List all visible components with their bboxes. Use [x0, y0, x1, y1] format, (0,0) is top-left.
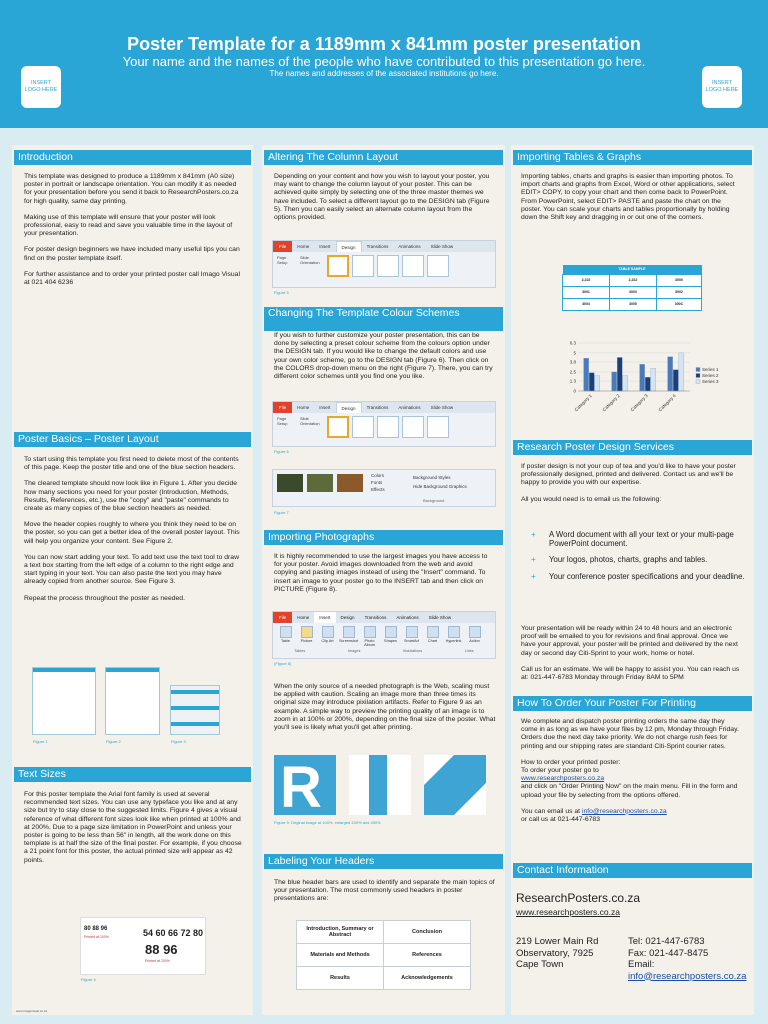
- insert-item-icon: [301, 626, 313, 638]
- insert-ribbon-figure-8: [272, 611, 496, 659]
- text-sizes-paragraph: For this poster template the Arial font family is used at several recommended text sizes. You can use any typeface you like and at any size but try to stay close to the suggested limits. Figure 4 gives a visual reference of what different font sizes look like when printed at 100% and at 200%. Due to a page size limitation in PowerPoint and unless your poster is going to be less than 56" in length, all the work done on this template is at half the size of the final poster. For example, if you choose a 21 point font for this poster, the actual printed size will appear as 42 points.: [24, 791, 242, 864]
- theme-swatch-2: [307, 474, 333, 492]
- theme-thumb-4: [402, 255, 424, 277]
- chart-bar: [589, 373, 594, 391]
- chart-bar: [595, 376, 600, 391]
- menu-background-styles[interactable]: Background Styles: [413, 475, 451, 480]
- chart-bar: [645, 377, 650, 391]
- colors-menu-list: [371, 472, 385, 493]
- labels-paragraph: The blue header bars are used to identify and separate the main topics of your presentation. The most commonly used headers in poster presentations are:: [274, 879, 495, 903]
- contact-address-line-1: 219 Lower Main Rd: [516, 936, 599, 947]
- insert-group-label: Links: [464, 649, 474, 653]
- insert-ribbon-tabs: [273, 612, 495, 623]
- ribbon2-tab-file: File: [273, 402, 292, 413]
- printing-paragraph-1: We complete and dispatch poster printing orders the same day they come in as long as we have your files by 12 pm, Monday through Friday. Orders due the next day take priority. We do not charge rush fees for printing and our shipping rates are standard Citi-Sprint courier rates.: [521, 718, 739, 750]
- font-sample-a: 80 88 96: [84, 926, 108, 932]
- basics-paragraph-4: You can now start adding your text. To add text use the text tool to draw a text box starting from the left edge of a column to the right edge and start typing in your text. You can also paste the text you may have already copied from another source. See Figure 3.: [24, 553, 239, 586]
- section-header-labeling-headers: Labeling Your Headers: [264, 854, 503, 869]
- insert-item-icon: [385, 626, 397, 638]
- ribbon-body: [273, 252, 495, 280]
- insert-item-table[interactable]: [276, 626, 295, 647]
- table-cell: 300C: [656, 298, 701, 310]
- chart-y-tick-label: 6.3: [569, 341, 576, 346]
- figure-9-image-200: [349, 755, 411, 815]
- insert-item-label: Screenshot: [339, 639, 359, 643]
- section-header-design-services: Research Poster Design Services: [513, 440, 752, 455]
- insert-tab-design: Design: [340, 615, 355, 620]
- ribbon-tab-transitions: Transitions: [366, 244, 389, 249]
- insert-tab-slideshow: Slide Show: [428, 615, 452, 620]
- colours-paragraph: If you wish to further customize your poster presentation, this can be done by selecting a preset colour scheme from the colours option under the DESIGN tab. If you would like to change the default colors and use your own color scheme, go to the DESIGN tab (Figure 6). Then click on the COLORS drop-down menu on the right (Figure 7). There, you can try different color schemes until you find one you like.: [274, 332, 493, 381]
- chart-x-tick-label: Category 1: [573, 393, 593, 413]
- footer-url: www.imagovisual.co.za: [16, 1009, 48, 1013]
- poster-institutions: The names and addresses of the associated institutions go here.: [269, 69, 499, 78]
- insert-item-label: Table: [280, 639, 291, 643]
- printing-email-text: You can email us at: [521, 807, 581, 815]
- insert-item-label: Picture: [300, 639, 313, 643]
- table-cell: 3004: [563, 298, 610, 310]
- insert-ribbon-groups: [273, 647, 495, 653]
- ribbon-tab-insert: Insert: [319, 244, 331, 249]
- theme2-thumb-5: [427, 416, 449, 438]
- intro-paragraph-3: For poster design beginners we have included many useful tips you can find on the poster template itself.: [24, 246, 240, 262]
- ribbon2-tab-slideshow: Slide Show: [430, 405, 454, 410]
- table-cell: 2,222: [609, 274, 656, 286]
- section-header-importing-photos: Importing Photographs: [264, 530, 503, 545]
- figure-2-thumbnail: [105, 667, 160, 735]
- logo-placeholder-left: INSERT LOGO HERE: [21, 66, 61, 108]
- chart-bar: [612, 372, 617, 391]
- table-cell: 3001: [563, 286, 610, 298]
- intro-paragraph-2: Making use of this template will ensure that your poster will look professional, easy to read and save you valuable time in the layout of your presentation.: [24, 213, 233, 238]
- ribbon-tab-design: Design: [336, 241, 362, 252]
- insert-item-photo-album[interactable]: [360, 626, 379, 647]
- insert-tab-animations: Animations: [396, 615, 419, 620]
- contact-website-link[interactable]: www.researchposters.co.za: [516, 907, 620, 917]
- table-cell: 3000: [656, 274, 701, 286]
- ribbon-tabs: [273, 241, 495, 252]
- poster-authors: Your name and the names of the people who have contributed to this presentation go here.: [122, 54, 646, 69]
- label-cell: References: [384, 944, 471, 967]
- figure-6-caption: Figure 6: [274, 449, 289, 454]
- insert-item-smartart[interactable]: [402, 626, 421, 647]
- figure-3-thumbnail: [170, 685, 220, 735]
- poster-header: [0, 0, 768, 128]
- figure-1-thumbnail: [32, 667, 96, 735]
- ribbon2-body: [273, 413, 495, 441]
- page-setup-label-2: Page Setup: [277, 416, 288, 426]
- insert-item-label: Action: [469, 639, 480, 643]
- chart-legend-label: Series 1: [702, 367, 719, 372]
- slide-orientation-label: Slide Orientation: [300, 255, 320, 265]
- insert-item-icon: [406, 626, 418, 638]
- chart-bar: [617, 357, 622, 391]
- text-sizes-text: [24, 791, 244, 873]
- insert-item-label: Chart: [427, 639, 438, 643]
- section-header-colour-schemes: Changing The Template Colour Schemes: [264, 307, 503, 331]
- services-text-2: [521, 625, 743, 682]
- column-middle: [262, 145, 505, 1015]
- theme-swatch-3: [337, 474, 363, 492]
- chart-bar: [623, 376, 628, 391]
- insert-item-label: Photo Album: [364, 639, 375, 647]
- figure-5-caption: Figure 5: [274, 290, 289, 295]
- font-sample-a-note: Printed at 100%: [84, 935, 109, 939]
- chart-bar: [584, 358, 589, 391]
- label-cell: Conclusion: [384, 921, 471, 944]
- altering-text: [274, 173, 496, 230]
- contact-email-label: Email:: [628, 959, 655, 970]
- contact-phone-block: [628, 936, 752, 982]
- font-sample-c-note: Printed at 200%: [145, 959, 170, 963]
- chart-x-tick-label: Category 2: [601, 393, 621, 413]
- theme2-thumb-3: [377, 416, 399, 438]
- insert-ribbon-items: [273, 623, 495, 647]
- chart-y-tick-label: 2.5: [569, 369, 576, 375]
- services-bullet: + Your conference poster specifications and your deadline.: [525, 572, 747, 581]
- figure-3-caption: Figure 3: [171, 739, 186, 744]
- insert-item-icon: [343, 626, 355, 638]
- altering-paragraph: Depending on your content and how you wish to layout your poster, you may want to change the column layout of your poster. This can be achieved quite simply by selecting one of the three master themes we have included. To select a different layout go to the DESIGN tab (Figure 5). Then you can easily select an alternate column layout from the options provided.: [274, 173, 490, 222]
- ribbon2-tab-transitions: Transitions: [366, 405, 389, 410]
- services-bullet: + A Word document with all your text or your multi-page PowerPoint document.: [525, 530, 747, 548]
- basics-paragraph-3: Move the header copies roughly to where you think they need to be on the poster, so you can get a better idea of the overall poster layout. This will help you organize your content. See Figure 2.: [24, 521, 240, 545]
- insert-item-hyperlink[interactable]: [444, 626, 463, 647]
- column-left: [12, 145, 253, 1015]
- label-cell: Acknowledgements: [384, 967, 471, 990]
- insert-item-icon: [448, 626, 460, 638]
- figure-1-caption: Figure 1: [33, 739, 48, 744]
- menu-fonts[interactable]: Fonts: [371, 480, 383, 485]
- chart-legend-label: Series 3: [702, 379, 719, 384]
- label-cell: Materials and Methods: [297, 944, 384, 967]
- figure-9-image-100: [274, 755, 336, 815]
- theme2-thumb-1: [327, 416, 349, 438]
- figure-4-font-samples: [80, 917, 206, 975]
- insert-item-chart[interactable]: [423, 626, 442, 647]
- insert-group-label: Images: [347, 649, 361, 653]
- tables-paragraph: Importing tables, charts and graphs is easier than importing photos. To import charts and graphs from Excel, Word or other applications, select EDIT> COPY, to copy your chart and then come back to PowerPoint. From PowerPoint, select EDIT> PASTE and paste the chart on the poster. You can scale your charts and tables proportionally by holding down the Shift key and dragging in or out one of the corners.: [521, 173, 735, 222]
- font-sample-b: 54 60 66 72 80: [143, 928, 204, 938]
- contact-address: [516, 936, 598, 971]
- insert-tab-transitions: Transitions: [364, 615, 387, 620]
- services-paragraph-1: If poster design is not your cup of tea and you'd like to have your poster professionally designed, printed and delivered. Contact us and we'll be happy to provide you with our expertise.: [521, 463, 736, 487]
- insert-item-label: SmartArt: [404, 639, 419, 643]
- printing-text: [521, 718, 743, 824]
- printing-paragraph-3a: To order your poster go to: [521, 767, 599, 775]
- page-setup-label: Page Setup: [277, 255, 288, 265]
- ribbon-tabs-2: [273, 402, 495, 413]
- basics-paragraph-5: Repeat the process throughout the poster as needed.: [24, 594, 185, 602]
- insert-item-picture[interactable]: [297, 626, 316, 647]
- intro-paragraph-1: This template was designed to produce a 1189mm x 841mm (A0 size) poster in portrait or landscape orientation. You can modify it as needed for your presentation before you send it back to ResearchPosters.co.za for high quality, same day printing.: [24, 173, 239, 205]
- insert-item-label: Clip Art: [321, 639, 334, 643]
- ribbon-tab-animations: Animations: [398, 244, 421, 249]
- chart-x-tick-label: Category 4: [657, 393, 677, 413]
- chart-bar: [668, 357, 673, 391]
- section-header-order-printing: How To Order Your Poster For Printing: [513, 696, 752, 711]
- basics-paragraph-2: The cleared template should now look like in Figure 1. After you decide how many sections you need for your poster (Introduction, Methods, Results, References, etc.), use the "copy" and "paste" commands to create as many copies of the blue section headers as needed.: [24, 480, 238, 513]
- insert-item-label: Hyperlink: [445, 639, 462, 643]
- printing-paragraph-3b: and click on "Order Printing Now" on the main menu. Fill in the form and upload your file by selecting from the options offered.: [521, 783, 738, 799]
- printing-call-text: or call us at 021-447-6783: [521, 816, 600, 824]
- table-cell: 2,222: [563, 274, 610, 286]
- basics-paragraph-1: To start using this template you first need to delete most of the contents of this page. Keep the poster title and one of the blue section headers.: [24, 456, 239, 472]
- chart-bar: [673, 370, 678, 391]
- insert-group-label: Illustrations: [402, 649, 423, 653]
- photos-text-1: [274, 553, 496, 602]
- insert-item-icon: [280, 626, 292, 638]
- colors-menu-figure-7: [272, 469, 496, 507]
- contact-address-line-2: Observatory, 7925: [516, 947, 594, 959]
- chart-legend-swatch: [696, 380, 700, 384]
- insert-tab-file: File: [273, 612, 292, 623]
- table-cell: 3005: [609, 298, 656, 310]
- design-ribbon-figure-6: [272, 401, 496, 447]
- insert-item-icon: [364, 626, 376, 638]
- ribbon-tab-home: Home: [297, 244, 310, 249]
- section-header-altering-columns: Altering The Column Layout: [264, 150, 503, 165]
- theme2-thumb-4: [402, 416, 424, 438]
- theme-thumb-5: [427, 255, 449, 277]
- printing-paragraph-2: How to order your printed poster:: [521, 758, 621, 766]
- tables-text: [521, 173, 743, 230]
- chart-x-tick-label: Category 3: [629, 393, 649, 413]
- insert-item-shapes[interactable]: [381, 626, 400, 647]
- figure-8-caption: (Figure 8): [274, 661, 292, 666]
- intro-paragraph-4: For further assistance and to order your printed poster call Imago Visual at 021 404 6236: [24, 270, 240, 287]
- design-ribbon-figure-5: [272, 240, 496, 288]
- section-header-text-sizes: Text Sizes: [14, 767, 251, 782]
- ribbon-tab-slideshow: Slide Show: [430, 244, 454, 249]
- section-header-contact: Contact Information: [513, 863, 752, 878]
- photos-paragraph-1: It is highly recommended to use the largest images you have access to for your poster. Avoid images downloaded from the web and avoid copying and pasting images instead of using the "Insert" command. To insert an image to your poster go to the INSERT tab and then click on PICTURE (Figure 8).: [274, 553, 488, 593]
- table-cell: 3002: [656, 286, 701, 298]
- section-header-tables-graphs: Importing Tables & Graphs: [513, 150, 752, 165]
- menu-hide-background[interactable]: Hide Background Graphics: [413, 484, 467, 489]
- chart-bar: [640, 364, 645, 391]
- services-paragraph-3: Your presentation will be ready within 24 to 48 hours and an electronic proof will be emailed to you for revisions and final approval. Once we have your approval, your poster will be printed and delivered by the next day or second day Citi-Sprint to your work, home or hotel.: [521, 625, 738, 657]
- theme-thumb-3: [377, 255, 399, 277]
- colour-schemes-text: [274, 332, 496, 398]
- sample-table: [562, 265, 702, 311]
- chart-y-tick-label: 0: [573, 388, 576, 394]
- background-group-label: Background: [423, 498, 445, 503]
- slide-orientation-label-2: Slide Orientation: [300, 416, 320, 426]
- labels-text: [274, 879, 496, 912]
- section-header-introduction: Introduction: [14, 150, 251, 165]
- ribbon2-tab-insert: Insert: [319, 405, 331, 410]
- services-paragraph-2: All you would need is to email us the following:: [521, 495, 662, 503]
- insert-item-icon: [427, 626, 439, 638]
- contact-tel: Tel: 021-447-6783: [628, 936, 705, 947]
- menu-effects[interactable]: Effects: [371, 487, 385, 492]
- table-cell: 3003: [609, 286, 656, 298]
- insert-item-clip-art[interactable]: [318, 626, 337, 647]
- figure-4-caption: Figure 4: [81, 977, 96, 982]
- printing-email-link[interactable]: info@researchposters.co.za: [581, 807, 667, 815]
- section-header-poster-basics: Poster Basics – Poster Layout: [14, 432, 251, 447]
- contact-fax: Fax: 021-447-8475: [628, 947, 709, 959]
- insert-item-label: Shapes: [384, 639, 397, 643]
- poster-title: Poster Template for a 1189mm x 841mm poster presentation: [127, 34, 641, 54]
- figure-9-image-400: [424, 755, 486, 815]
- insert-tab-insert: Insert: [314, 612, 335, 623]
- photos-paragraph-2: When the only source of a needed photograph is the Web, scaling must be applied with caution. Scaling an image more than three times its original size may introduce pixilation artifacts. Refer to Figure 9 as an example. A simple way to preview the printing quality of an image is to zoom in at 100% or 200%, depending on the final size of the poster. What you'll see is likely what you'll get after printing.: [274, 683, 496, 732]
- chart-bar: [679, 353, 684, 391]
- ribbon-tab-file: File: [273, 241, 292, 252]
- chart-y-tick-label: 3.8: [569, 359, 576, 365]
- theme-thumb-1: [327, 255, 349, 277]
- services-bullets: [525, 530, 747, 588]
- sample-bar-chart: [560, 341, 734, 429]
- label-cell: Results: [297, 967, 384, 990]
- introduction-text: [24, 173, 244, 295]
- theme2-thumb-2: [352, 416, 374, 438]
- logo-placeholder-right: INSERT LOGO HERE: [702, 66, 742, 108]
- insert-item-screenshot[interactable]: [339, 626, 358, 647]
- contact-email-link[interactable]: info@researchposters.co.za: [628, 970, 747, 982]
- theme-thumb-2: [352, 255, 374, 277]
- insert-group-label: Tables: [294, 649, 306, 653]
- poster-basics-text: [24, 456, 244, 611]
- figure-7-caption: Figure 7: [274, 510, 289, 515]
- font-sample-c: 88 96: [145, 942, 178, 957]
- theme-swatch-1: [277, 474, 303, 492]
- insert-tab-home: Home: [297, 615, 310, 620]
- figure-9-caption: Figure 9: Original image at 100%, enlarged 200% and 400%: [274, 820, 381, 825]
- figure-2-caption: Figure 2: [106, 739, 121, 744]
- contact-company: ResearchPosters.co.za: [516, 891, 641, 905]
- services-bullet: + Your logos, photos, charts, graphs and tables.: [525, 555, 747, 564]
- svg-text:R: R: [280, 755, 322, 815]
- ribbon2-tab-animations: Animations: [398, 405, 421, 410]
- chart-legend-swatch: [696, 374, 700, 378]
- services-paragraph-4: Call us for an estimate. We will be happy to assist you. You can reach us at: 021-447-6783 Monday through Friday 8AM to 5PM: [521, 665, 740, 682]
- photos-text-2: [274, 683, 496, 740]
- sample-table-title: TABLE SAMPLE: [563, 265, 702, 274]
- insert-item-icon: [322, 626, 334, 638]
- ribbon2-tab-design: Design: [336, 402, 362, 413]
- insert-item-action[interactable]: [465, 626, 484, 647]
- contact-address-line-3: Cape Town: [516, 959, 564, 970]
- background-menu: [413, 473, 467, 491]
- chart-bar: [651, 368, 656, 391]
- printing-website-link[interactable]: www.researchposters.co.za: [521, 775, 605, 783]
- menu-colors[interactable]: Colors: [371, 473, 385, 478]
- label-cell: Introduction, Summary or Abstract: [297, 921, 384, 944]
- ribbon2-tab-home: Home: [297, 405, 310, 410]
- chart-legend-swatch: [696, 368, 700, 372]
- services-text-1: [521, 463, 743, 512]
- chart-y-tick-label: 1.3: [569, 378, 576, 384]
- column-right: [511, 145, 754, 1015]
- chart-y-tick-label: 5: [573, 350, 576, 356]
- chart-legend-label: Series 2: [702, 373, 719, 378]
- insert-item-icon: [469, 626, 481, 638]
- header-labels-table: [296, 920, 471, 990]
